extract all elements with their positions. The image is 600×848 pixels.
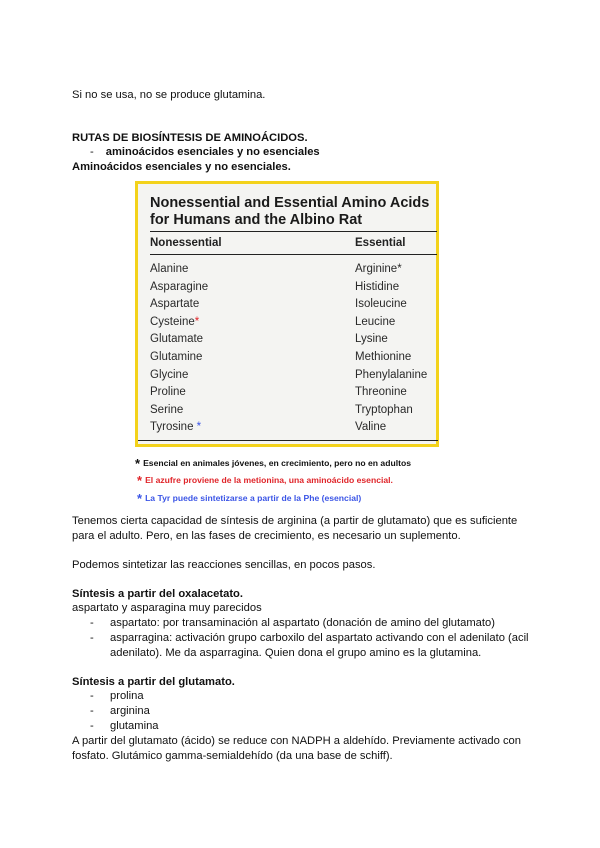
sub-heading: Aminoácidos esenciales y no esenciales. bbox=[72, 161, 291, 173]
list-item: - aspartato: por transaminación al aspartato (donación de amino del glutamato) bbox=[90, 616, 534, 631]
black-asterisk: * bbox=[135, 456, 141, 471]
intro-line: Si no se usa, no se produce glutamina. bbox=[72, 89, 266, 101]
essential-item: Tryptophan bbox=[355, 403, 413, 416]
essential-item: Lysine bbox=[355, 333, 388, 346]
nonessential-item: Glycine bbox=[150, 368, 189, 381]
essential-item: Histidine bbox=[355, 280, 400, 293]
essential-item: Leucine bbox=[355, 315, 396, 328]
essential-item: Phenylalanine bbox=[355, 368, 428, 381]
oxalacetato-intro: aspartato y asparagina muy parecidos bbox=[72, 602, 262, 614]
nonessential-item: Cysteine bbox=[150, 315, 195, 328]
essential-item: Arginine* bbox=[355, 263, 402, 275]
red-asterisk: * bbox=[137, 473, 143, 488]
figure-header-rule bbox=[150, 254, 437, 255]
glutamato-list bbox=[90, 689, 534, 734]
figure-title-line1: Nonessential and Essential Amino Acids bbox=[150, 195, 430, 211]
list-item: - prolina bbox=[90, 689, 534, 704]
note-2-text: El azufre proviene de la metionina, una aminoácido esencial. bbox=[145, 475, 393, 485]
section-title: RUTAS DE BIOSÍNTESIS DE AMINOÁCIDOS. bbox=[72, 132, 308, 144]
blue-asterisk: * bbox=[137, 491, 143, 506]
nonessential-item: Glutamate bbox=[150, 333, 204, 346]
nonessential-item: Tyrosine bbox=[150, 421, 194, 434]
sub-bullet-text: aminoácidos esenciales y no esenciales bbox=[105, 146, 320, 158]
nonessential-item: Asparagine bbox=[150, 280, 209, 293]
note-1 bbox=[135, 456, 411, 471]
list-item: - arginina bbox=[90, 704, 534, 719]
note-2 bbox=[137, 473, 393, 488]
nonessential-item: Proline bbox=[150, 386, 186, 399]
paragraph-arginina: Tenemos cierta capacidad de síntesis de arginina (a partir de glutamato) que es suficiente para el adulto. Pero, en las fases de crecimiento, es necesario un suplemento. bbox=[72, 515, 518, 542]
glutamato-paragraph: A partir del glutamato (ácido) se reduce con NADPH a aldehído. Previamente activado con fosfato. Glutámico gamma-semialdehído (da una base de schiff). bbox=[72, 735, 521, 762]
figure-title bbox=[150, 195, 435, 229]
figure-bottom-rule bbox=[138, 440, 438, 441]
essential-column bbox=[355, 261, 427, 437]
nonessential-item-cysteine bbox=[150, 314, 208, 332]
red-asterisk: * bbox=[194, 315, 200, 328]
essential-item: Isoleucine bbox=[355, 298, 407, 311]
nonessential-item-tyrosine bbox=[150, 419, 208, 437]
col-header-nonessential: Nonessential bbox=[150, 237, 222, 249]
oxalacetato-heading: Síntesis a partir del oxalacetato. bbox=[72, 588, 243, 600]
essential-item: Threonine bbox=[355, 386, 407, 399]
figure-title-line2: for Humans and the Albino Rat bbox=[150, 212, 363, 228]
nonessential-column bbox=[150, 261, 208, 437]
note-3 bbox=[137, 491, 361, 506]
nonessential-item: Serine bbox=[150, 403, 184, 416]
paragraph-reacciones: Podemos sintetizar las reacciones sencillas, en pocos pasos. bbox=[72, 559, 376, 571]
col-header-essential: Essential bbox=[355, 237, 406, 249]
list-item: - glutamina bbox=[90, 719, 534, 734]
nonessential-item: Glutamine bbox=[150, 350, 203, 363]
nonessential-item: Alanine bbox=[150, 263, 189, 275]
essential-item: Valine bbox=[355, 421, 387, 434]
essential-item: Methionine bbox=[355, 350, 412, 363]
sub-bullet: - aminoácidos esenciales y no esenciales bbox=[90, 146, 320, 158]
note-3-text: La Tyr puede sintetizarse a partir de la Phe (esencial) bbox=[145, 493, 362, 503]
note-1-text: Esencial en animales jóvenes, en crecimiento, pero no en adultos bbox=[143, 458, 411, 468]
nonessential-item: Aspartate bbox=[150, 298, 200, 311]
oxalacetato-list bbox=[90, 616, 534, 661]
list-item: - asparragina: activación grupo carboxilo del aspartato activando con el adenilato (acil adenilato). Me da asparragina. Quien dona el grupo amino es la glutamina. bbox=[90, 631, 534, 661]
blue-asterisk: * bbox=[196, 421, 202, 434]
figure-top-rule bbox=[150, 231, 437, 232]
amino-acid-table-figure bbox=[135, 181, 439, 447]
glutamato-heading: Síntesis a partir del glutamato. bbox=[72, 676, 235, 688]
